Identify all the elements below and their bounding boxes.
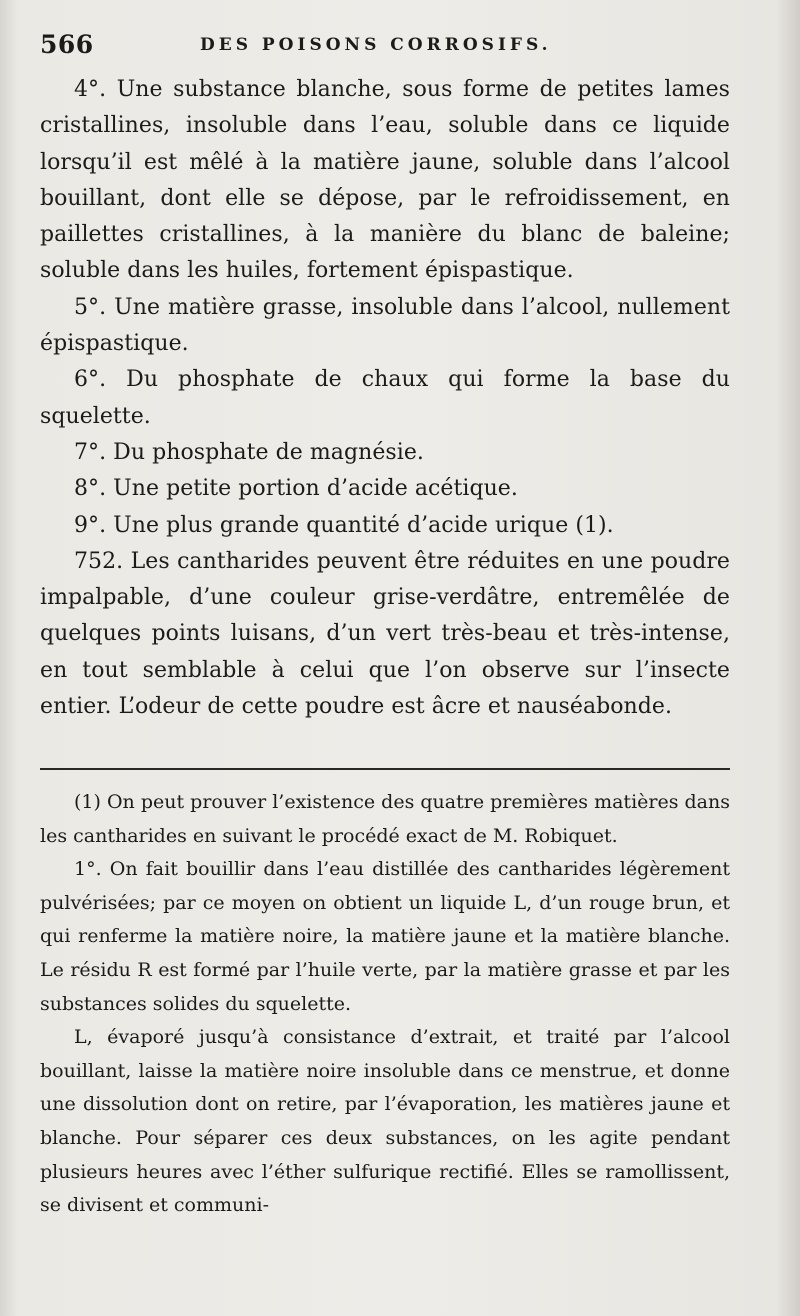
footnote <box>40 786 730 1223</box>
paragraph-item-5: 5°. Une matière grasse, insoluble dans l’alcool, nullement épispastique. <box>40 294 730 357</box>
footnote-intro: (1) On peut prouver l’existence des quatre premières matières dans les cantharides en suivant le procédé exact de M. Robiquet. <box>40 791 730 847</box>
footnote-step-1: 1°. On fait bouillir dans l’eau distillée des cantharides légèrement pulvérisées; par ce moyen on obtient un liquide L, d’un rouge brun, et qui renferme la matière noire, la matière jaune et la matière blanche. Le résidu R est formé par l’huile verte, par la matière grasse et par les substances solides du squelette. <box>40 858 730 1015</box>
footnote-continuation: L, évaporé jusqu’à consistance d’extrait, et traité par l’alcool bouillant, laisse la matière noire insoluble dans ce menstrue, et donne une dissolution dont on retire, par l’évaporation, les matières jaune et blanche. Pour séparer ces deux substances, on les agite pendant plusieurs heures avec l’éther sulfurique rectifié. Elles se ramollissent, se divisent et communi- <box>40 1026 730 1217</box>
paragraph-item-4: 4°. Une substance blanche, sous forme de petites lames cristallines, insoluble dans l’eau, soluble dans ce liquide lorsqu’il est mêlé à la matière jaune, soluble dans l’alcool bouillant, dont elle se dépose, par le refroidissement, en paillettes cristallines, à la manière du blanc de baleine; soluble dans les huiles, fortement épispastique. <box>40 77 730 284</box>
paragraph-item-6: 6°. Du phosphate de chaux qui forme la base du squelette. <box>40 367 730 429</box>
paragraph-item-7: 7°. Du phosphate de magnésie. <box>74 439 424 465</box>
paragraph-item-8: 8°. Une petite portion d’acide acétique. <box>74 476 518 502</box>
page-number: 566 <box>40 30 94 59</box>
running-head <box>40 30 730 60</box>
paragraph-item-9: 9°. Une plus grande quantité d’acide urique (1). <box>74 512 614 538</box>
footnote-rule <box>40 768 730 770</box>
running-title: DES POISONS CORROSIFS. <box>200 35 552 55</box>
paragraph-752: 752. Les cantharides peuvent être réduites en une poudre impalpable, d’une couleur grise-verdâtre, entremêlée de quelques points luisans, d’un vert très-beau et très-intense, en tout semblable à celui que l’on observe sur l’insecte entier. L’odeur de cette poudre est âcre et nauséabonde. <box>40 548 730 720</box>
main-text <box>40 72 730 725</box>
